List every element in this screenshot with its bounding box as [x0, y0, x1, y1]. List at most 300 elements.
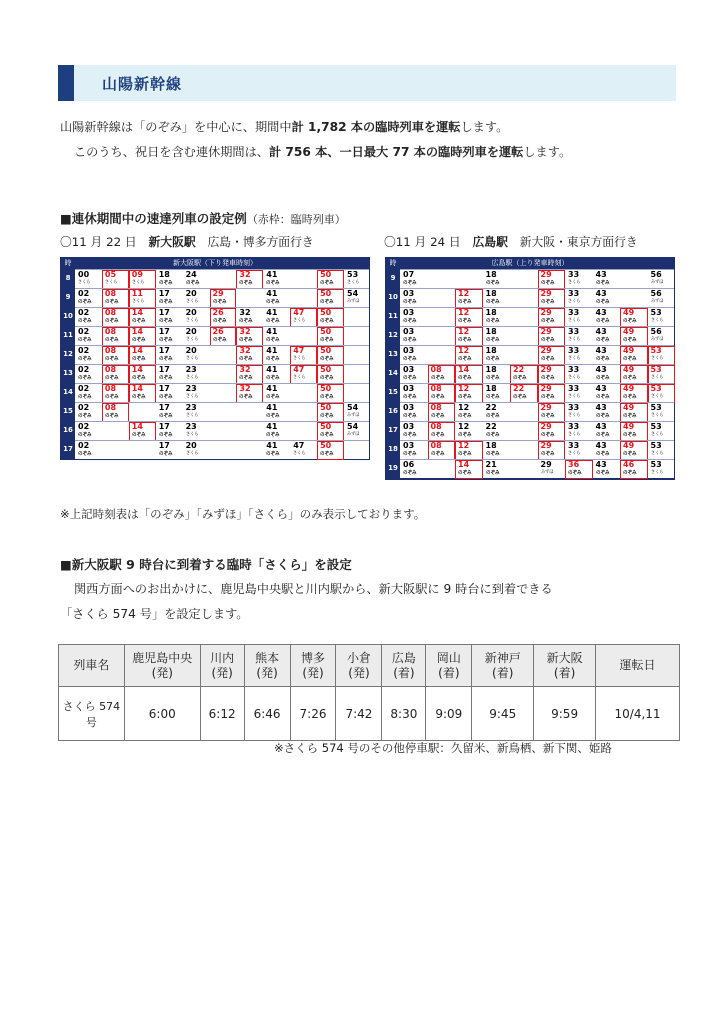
train-departure	[400, 365, 428, 384]
timetable-row	[386, 402, 674, 421]
train-departure	[75, 365, 102, 384]
departure-minute: 02	[78, 403, 90, 412]
hour-label: 12	[63, 350, 73, 358]
train-type: のぞみ	[158, 356, 173, 362]
train-type: みずほ	[540, 470, 553, 475]
departure-minute: 33	[568, 365, 580, 374]
train-type: さくら	[293, 356, 306, 361]
departure-minute: 03	[403, 289, 415, 298]
hour-label: 13	[388, 350, 398, 358]
table-cell: 7:42	[336, 687, 382, 741]
departure-minute: 49	[623, 422, 635, 431]
train-type: のぞみ	[78, 394, 92, 400]
rapid-heading-text: ■連休期間中の速達列車の設定例	[60, 211, 247, 226]
train-departure	[317, 384, 344, 403]
departure-minute: 02	[78, 384, 90, 393]
train-departure	[236, 270, 263, 289]
departure-minute: 50	[320, 308, 332, 317]
departure-minute: 03	[403, 308, 415, 317]
train-departure	[236, 308, 263, 327]
header-label: 広島	[391, 650, 416, 665]
train-type: のぞみ	[320, 451, 334, 457]
departure-minute: 06	[403, 460, 415, 469]
table-cell: さくら 574 号	[59, 687, 125, 741]
hour-label: 15	[388, 388, 398, 396]
departure-minute: 41	[266, 289, 278, 298]
train-type: のぞみ	[266, 375, 280, 381]
train-departure	[455, 460, 483, 479]
train-departure	[344, 403, 371, 422]
header-sublabel: (発)	[302, 665, 324, 680]
header-label: 川内	[210, 650, 235, 665]
train-departure	[400, 403, 428, 422]
train-departure	[483, 403, 511, 422]
train-departure	[102, 384, 129, 403]
departure-minute: 49	[623, 346, 635, 355]
train-type: のぞみ	[403, 375, 417, 381]
train-type: のぞみ	[458, 413, 472, 419]
train-type: のぞみ	[131, 356, 146, 362]
train-departure	[317, 270, 344, 289]
train-type: のぞみ	[266, 451, 280, 457]
departure-minute: 50	[320, 403, 332, 412]
departure-minute: 12	[458, 422, 470, 431]
train-departure	[75, 384, 102, 403]
train-departure	[156, 270, 183, 289]
train-departure	[263, 308, 290, 327]
departure-minute: 02	[78, 346, 90, 355]
timetable-row	[61, 269, 369, 288]
departure-minute: 03	[403, 441, 415, 450]
train-type: みずほ	[650, 280, 663, 285]
train-departure	[565, 384, 593, 403]
train-departure	[156, 384, 183, 403]
train-type: さくら	[568, 299, 581, 304]
train-departure	[593, 270, 621, 289]
departure-minute: 46	[623, 460, 635, 469]
train-type: のぞみ	[623, 470, 637, 476]
train-departure	[183, 441, 210, 460]
train-type: さくら	[568, 451, 581, 456]
intro-emphasis: 計 1,782 本の臨時列車を運転	[291, 120, 461, 134]
intro-line-2	[74, 143, 571, 161]
departure-minute: 43	[595, 460, 607, 469]
train-type: のぞみ	[320, 280, 334, 286]
hour-label: 16	[63, 426, 73, 434]
train-type: のぞみ	[212, 337, 227, 343]
train-type: のぞみ	[513, 375, 527, 381]
departure-minute: 49	[623, 327, 635, 336]
hour-header: 時	[64, 259, 72, 267]
train-departure	[593, 441, 621, 460]
table-cell: 10/4,11	[596, 687, 680, 741]
train-type: のぞみ	[185, 280, 200, 286]
departure-minute: 47	[293, 441, 305, 450]
departure-minute: 24	[185, 270, 197, 279]
train-departure	[183, 365, 210, 384]
timetable-row	[61, 326, 369, 345]
hour-label: 8	[65, 274, 71, 282]
table-cell: 6:12	[200, 687, 244, 741]
departure-minute: 03	[403, 422, 415, 431]
departure-minute: 41	[266, 346, 278, 355]
sakura-574-table	[58, 644, 680, 741]
train-departure	[75, 327, 102, 346]
departure-minute: 49	[623, 365, 635, 374]
train-departure	[183, 346, 210, 365]
timetable-shin-osaka	[60, 257, 370, 460]
train-type: さくら	[568, 413, 581, 418]
train-departure	[648, 384, 676, 403]
timetable-row-body	[400, 440, 674, 459]
train-departure	[593, 403, 621, 422]
train-type: のぞみ	[623, 375, 637, 381]
train-type: のぞみ	[540, 394, 555, 400]
departure-minute: 05	[104, 270, 117, 279]
departure-minute: 12	[458, 327, 470, 336]
train-departure	[183, 403, 210, 422]
departure-minute: 21	[485, 460, 497, 469]
departure-minute: 03	[403, 346, 415, 355]
table-header-cell	[426, 645, 472, 687]
train-type: さくら	[293, 375, 306, 380]
train-type: さくら	[293, 451, 306, 456]
train-type: のぞみ	[458, 356, 472, 362]
departure-minute: 20	[185, 327, 197, 336]
header-sublabel: (着)	[553, 665, 576, 680]
train-type: さくら	[185, 299, 199, 304]
timetable-row	[61, 421, 369, 440]
train-departure	[290, 308, 317, 327]
train-departure	[565, 460, 593, 479]
train-departure	[75, 308, 102, 327]
departure-minute: 33	[568, 270, 580, 279]
table-cell: 8:30	[382, 687, 426, 741]
train-departure	[102, 327, 129, 346]
timetable-row	[386, 269, 674, 288]
train-departure	[75, 289, 102, 308]
train-type: のぞみ	[458, 432, 472, 438]
train-type: のぞみ	[458, 337, 472, 343]
train-type: のぞみ	[568, 470, 582, 476]
timetable-row-body	[75, 288, 369, 307]
departure-minute: 14	[131, 365, 143, 374]
train-departure	[538, 460, 566, 479]
departure-minute: 43	[595, 422, 607, 431]
departure-minute: 29	[540, 365, 552, 374]
train-type: のぞみ	[595, 299, 610, 305]
departure-minute: 29	[540, 460, 552, 469]
train-departure	[538, 289, 566, 308]
departure-minute: 41	[266, 327, 278, 336]
train-type: のぞみ	[403, 432, 417, 438]
train-type: のぞみ	[623, 432, 637, 438]
departure-minute: 56	[650, 289, 662, 298]
caption-date: 〇11 月 22 日	[60, 235, 137, 249]
train-departure	[400, 460, 428, 479]
train-type: のぞみ	[485, 413, 500, 419]
train-departure	[317, 422, 344, 441]
train-type: のぞみ	[485, 432, 500, 438]
hour-label: 11	[63, 331, 73, 339]
timetable-row-body	[75, 421, 369, 440]
header-label: 小倉	[346, 650, 371, 665]
departure-minute: 43	[595, 270, 607, 279]
departure-minute: 49	[623, 308, 635, 317]
timetable-row-body	[400, 402, 674, 421]
departure-minute: 53	[650, 384, 662, 393]
train-departure	[344, 289, 371, 308]
train-departure	[102, 289, 129, 308]
train-departure	[455, 289, 483, 308]
timetable-row	[61, 288, 369, 307]
train-type: さくら	[78, 280, 91, 285]
sakura-footnote: ※さくら 574 号のその他停車駅：久留米、新鳥栖、新下関、姫路	[274, 741, 612, 755]
train-type: のぞみ	[212, 318, 227, 324]
departure-minute: 29	[540, 441, 552, 450]
departure-minute: 56	[650, 327, 662, 336]
train-departure	[317, 346, 344, 365]
train-type: のぞみ	[458, 375, 472, 381]
train-type: さくら	[185, 432, 199, 437]
section-title: 山陽新幹線	[102, 75, 183, 93]
train-type: のぞみ	[403, 451, 417, 457]
train-departure	[510, 384, 538, 403]
train-type: のぞみ	[595, 280, 610, 286]
train-departure	[156, 365, 183, 384]
departure-minute: 12	[458, 384, 470, 393]
timetable-row-body	[400, 269, 674, 288]
train-type: のぞみ	[595, 318, 610, 324]
train-type: のぞみ	[430, 375, 445, 381]
train-departure	[75, 403, 102, 422]
departure-minute: 02	[78, 441, 90, 450]
train-type: のぞみ	[158, 413, 173, 419]
train-type: のぞみ	[266, 356, 280, 362]
timetable-row-body	[400, 459, 674, 478]
timetable-row-body	[75, 383, 369, 402]
train-type: のぞみ	[239, 394, 253, 400]
train-type: さくら	[185, 356, 199, 361]
train-departure	[210, 308, 237, 327]
departure-minute: 33	[568, 422, 580, 431]
train-type: のぞみ	[595, 470, 610, 476]
departure-minute: 49	[623, 441, 635, 450]
caption-direction: 新大阪・東京方面行き	[519, 235, 638, 249]
train-departure	[183, 422, 210, 441]
train-departure	[75, 422, 102, 441]
train-departure	[565, 422, 593, 441]
train-type: さくら	[131, 299, 145, 304]
departure-minute: 56	[650, 270, 662, 279]
departure-minute: 33	[568, 327, 580, 336]
departure-minute: 18	[158, 270, 170, 279]
train-type: のぞみ	[485, 356, 500, 362]
train-departure	[236, 365, 263, 384]
train-type: のぞみ	[78, 337, 92, 343]
departure-minute: 41	[266, 422, 278, 431]
train-departure	[290, 365, 317, 384]
departure-minute: 23	[185, 422, 197, 431]
departure-minute: 43	[595, 289, 607, 298]
train-departure	[483, 441, 511, 460]
departure-minute: 53	[650, 441, 662, 450]
departure-minute: 12	[458, 346, 470, 355]
train-departure	[620, 441, 648, 460]
train-type: さくら	[104, 280, 118, 285]
train-departure	[317, 403, 344, 422]
departure-minute: 17	[158, 441, 170, 450]
timetable-row-body	[75, 402, 369, 421]
train-departure	[156, 403, 183, 422]
train-type: のぞみ	[266, 394, 280, 400]
train-type: のぞみ	[595, 451, 610, 457]
train-departure	[290, 441, 317, 460]
train-departure	[593, 422, 621, 441]
train-departure	[156, 308, 183, 327]
intro-text: します。	[460, 120, 509, 134]
caption-station: 広島駅	[472, 235, 508, 249]
timetable-row	[386, 326, 674, 345]
departure-minute: 47	[293, 308, 305, 317]
departure-minute: 32	[239, 308, 251, 317]
table-header-cell	[290, 645, 336, 687]
departure-minute: 11	[131, 289, 143, 298]
intro-text: このうち、祝日を含む連休期間は、	[74, 145, 269, 159]
train-departure	[156, 289, 183, 308]
train-departure	[565, 327, 593, 346]
departure-minute: 14	[458, 460, 470, 469]
departure-minute: 29	[540, 384, 552, 393]
train-type: のぞみ	[266, 413, 280, 419]
train-departure	[263, 289, 290, 308]
train-departure	[593, 308, 621, 327]
departure-minute: 32	[239, 365, 251, 374]
departure-minute: 50	[320, 441, 332, 450]
table-header-cell	[59, 645, 125, 687]
train-type: さくら	[650, 394, 663, 399]
departure-minute: 18	[485, 441, 497, 450]
train-departure	[455, 384, 483, 403]
train-departure	[344, 422, 371, 441]
hour-label: 9	[65, 293, 71, 301]
train-departure	[428, 365, 456, 384]
hour-label: 17	[63, 445, 73, 453]
table-header-cell	[534, 645, 596, 687]
train-type: のぞみ	[78, 375, 92, 381]
train-type: のぞみ	[131, 318, 146, 324]
train-type: さくら	[650, 451, 663, 456]
departure-minute: 18	[485, 289, 497, 298]
train-departure	[344, 270, 371, 289]
train-type: さくら	[650, 432, 663, 437]
train-departure	[455, 441, 483, 460]
departure-minute: 02	[78, 308, 90, 317]
departure-minute: 08	[104, 327, 117, 336]
train-type: のぞみ	[131, 432, 146, 438]
train-departure	[510, 365, 538, 384]
train-departure	[75, 270, 102, 289]
train-departure	[620, 346, 648, 365]
train-departure	[183, 270, 210, 289]
train-type: さくら	[568, 394, 581, 399]
train-type: のぞみ	[78, 356, 92, 362]
departure-minute: 32	[239, 270, 251, 279]
train-type: のぞみ	[320, 413, 334, 419]
train-departure	[428, 441, 456, 460]
train-type: みずほ	[347, 413, 360, 418]
train-departure	[483, 422, 511, 441]
departure-minute: 12	[458, 289, 470, 298]
train-type: のぞみ	[78, 318, 92, 324]
train-departure	[648, 441, 676, 460]
departure-minute: 22	[485, 403, 497, 412]
departure-minute: 17	[158, 384, 170, 393]
train-departure	[648, 327, 676, 346]
train-departure	[236, 346, 263, 365]
train-departure	[538, 308, 566, 327]
departure-minute: 22	[513, 384, 525, 393]
departure-minute: 08	[430, 365, 442, 374]
departure-minute: 20	[185, 441, 197, 450]
train-departure	[183, 327, 210, 346]
train-departure	[263, 270, 290, 289]
train-type: のぞみ	[131, 337, 146, 343]
train-departure	[648, 403, 676, 422]
train-type: のぞみ	[458, 451, 472, 457]
departure-minute: 29	[540, 403, 552, 412]
train-departure	[455, 422, 483, 441]
header-label: 岡山	[436, 650, 461, 665]
departure-minute: 32	[239, 384, 251, 393]
train-type: のぞみ	[239, 375, 253, 381]
table-header-cell	[124, 645, 200, 687]
departure-minute: 20	[185, 289, 197, 298]
train-departure	[565, 346, 593, 365]
train-departure	[620, 384, 648, 403]
departure-minute: 17	[158, 365, 170, 374]
timetable-row	[61, 440, 369, 459]
hour-label: 9	[390, 274, 396, 282]
train-departure	[400, 327, 428, 346]
train-departure	[483, 365, 511, 384]
departure-minute: 09	[131, 270, 143, 279]
train-departure	[75, 346, 102, 365]
train-departure	[400, 346, 428, 365]
departure-minute: 49	[623, 403, 635, 412]
train-type: のぞみ	[430, 413, 445, 419]
timetable-row	[386, 364, 674, 383]
train-type: のぞみ	[131, 375, 146, 381]
sakura-line-2: 「さくら 574 号」を設定します。	[60, 607, 249, 621]
train-departure	[129, 346, 156, 365]
header-sublabel: (発)	[256, 665, 278, 680]
timetable-row	[386, 440, 674, 459]
timetable-row-body	[400, 345, 674, 364]
departure-minute: 17	[158, 403, 170, 412]
train-departure	[593, 327, 621, 346]
departure-minute: 22	[513, 365, 525, 374]
train-departure	[263, 441, 290, 460]
table-cell: 9:45	[472, 687, 534, 741]
train-type: さくら	[568, 375, 581, 380]
train-type: のぞみ	[403, 470, 417, 476]
header-label: 列車名	[73, 658, 110, 672]
timetable-row-body	[400, 421, 674, 440]
caption-direction: 広島・博多方面行き	[207, 235, 314, 249]
train-type: さくら	[185, 394, 199, 399]
table-header-cell	[382, 645, 426, 687]
